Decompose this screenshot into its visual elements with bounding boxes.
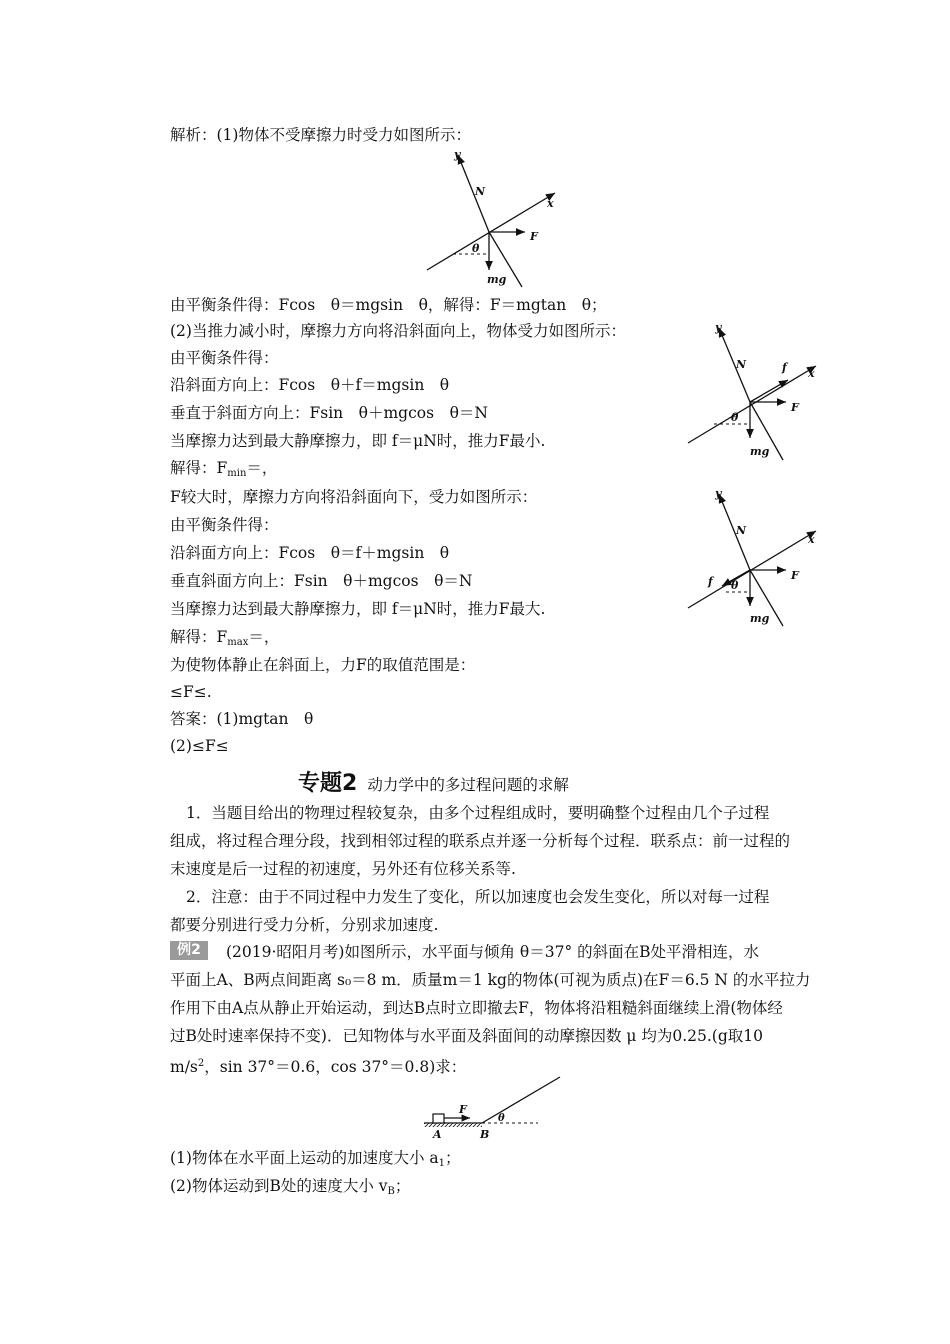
example-line-1: (2019·昭阳月考)如图所示，水平面与倾角 θ＝37° 的斜面在B处平滑相连，水	[226, 943, 760, 961]
question-1	[170, 1147, 461, 1175]
paragraph-2-line-2: 都要分别进行受力分析，分别求加速度.	[170, 916, 439, 934]
force-diagram-1	[425, 145, 565, 285]
label-theta: θ	[498, 1113, 505, 1124]
label-f: f	[708, 575, 713, 588]
analysis-line-12: 垂直斜面方向上：Fsin θ＋mgcos θ＝N	[170, 572, 473, 590]
force-diagram-2	[686, 318, 826, 458]
analysis-line-2: 由平衡条件得：Fcos θ＝mgsin θ，解得：F＝mgtan θ；	[170, 296, 607, 314]
paragraph-2-line-1: 2．注意：由于不同过程中力发生了变化，所以加速度也会发生变化，所以对每一过程	[186, 888, 770, 906]
label-mg: mg	[750, 445, 770, 458]
analysis-line-6: 垂直于斜面方向上：Fsin θ＋mgcos θ＝N	[170, 404, 488, 422]
example-line-3: 作用下由A点从静止开始运动，到达B点时立即撤去F，物体将沿粗糙斜面继续上滑(物体经	[170, 999, 783, 1017]
label-y: y	[454, 148, 461, 161]
label-mg: mg	[750, 612, 770, 625]
label-F: F	[791, 401, 799, 414]
max-subscript: max	[227, 637, 249, 648]
label-x: x	[547, 197, 554, 210]
example-badge: 例2	[170, 941, 208, 960]
given-values: ，sin 37°＝0.6，cos 37°＝0.8)求：	[204, 1058, 467, 1076]
analysis-line-8	[170, 457, 277, 485]
paragraph-1-line-1: 1．当题目给出的物理过程较复杂，由多个过程组成时，要明确整个过程由几个子过程	[186, 804, 770, 822]
label-A: A	[433, 1128, 442, 1141]
analysis-line-15: 为使物体静止在斜面上，力F的取值范围是：	[170, 656, 476, 674]
label-f: f	[782, 361, 787, 374]
label-N: N	[736, 524, 747, 537]
label-F: F	[459, 1103, 467, 1116]
solve-eq: ＝，	[246, 459, 278, 477]
example-line-2: 平面上A、B两点间距离 s₀＝8 m．质量m＝1 kg的物体(可视为质点)在F＝6.5 N 的水平拉力	[170, 971, 811, 989]
example-line-5	[170, 1053, 466, 1078]
analysis-line-3: (2)当推力减小时，摩擦力方向将沿斜面向上，物体受力如图所示：	[170, 322, 626, 340]
question-2-text: (2)物体运动到B处的速度大小 v	[170, 1177, 388, 1195]
analysis-line-11: 沿斜面方向上：Fcos θ＝f＋mgsin θ	[170, 544, 450, 562]
label-y: y	[715, 321, 722, 334]
question-2-subscript: B	[387, 1186, 395, 1197]
solve-label: 解得：F	[170, 628, 228, 646]
label-y: y	[715, 487, 722, 500]
example-line-4: 过B处时速率保持不变)．已知物体与水平面及斜面间的动摩擦因数 μ 均为0.25.(g取10	[170, 1027, 763, 1045]
label-x: x	[808, 533, 815, 546]
answer-line-1: 答案：(1)mgtan θ	[170, 710, 314, 728]
question-1-subscript: 1	[438, 1158, 445, 1169]
analysis-line-10: 由平衡条件得：	[170, 516, 279, 534]
label-theta: θ	[731, 579, 739, 592]
question-2-end: ；	[394, 1177, 411, 1195]
label-theta: θ	[731, 411, 739, 424]
unit: m/s	[170, 1058, 198, 1076]
analysis-line-1: 解析：(1)物体不受摩擦力时受力如图所示：	[170, 126, 471, 144]
label-F: F	[530, 230, 538, 243]
paragraph-1-line-2: 组成，将过程合理分段，找到相邻过程的联系点并逐一分析每个过程．联系点：前一过程的	[170, 832, 791, 850]
paragraph-1-line-3: 末速度是后一过程的初速度，另外还有位移关系等.	[170, 860, 516, 878]
label-x: x	[808, 367, 815, 380]
min-subscript: min	[227, 468, 247, 479]
force-diagram-3	[686, 486, 826, 626]
analysis-line-14	[170, 626, 279, 654]
section-title-big: 专题2	[298, 771, 358, 796]
label-N: N	[736, 358, 747, 371]
label-B: B	[480, 1128, 490, 1141]
label-N: N	[475, 185, 486, 198]
question-1-text: (1)物体在水平面上运动的加速度大小 a	[170, 1149, 439, 1167]
solve-eq: ＝，	[248, 628, 280, 646]
analysis-line-7: 当摩擦力达到最大静摩擦力，即 f＝μN时，推力F最小.	[170, 432, 546, 450]
label-F: F	[791, 569, 799, 582]
question-2	[170, 1175, 410, 1203]
question-1-end: ；	[445, 1149, 461, 1167]
section-title	[298, 766, 569, 797]
unit-exponent: 2	[197, 1058, 205, 1069]
incline-diagram	[420, 1080, 560, 1140]
label-theta: θ	[472, 242, 480, 255]
analysis-line-13: 当摩擦力达到最大静摩擦力，即 f＝μN时，推力F最大.	[170, 600, 546, 618]
analysis-line-5: 沿斜面方向上：Fcos θ＋f＝mgsin θ	[170, 376, 450, 394]
solve-label: 解得：F	[170, 459, 228, 477]
label-mg: mg	[487, 273, 507, 286]
analysis-line-4: 由平衡条件得：	[170, 349, 279, 367]
answer-line-2: (2)≤F≤	[170, 737, 229, 755]
section-title-small: 动力学中的多过程问题的求解	[367, 776, 569, 794]
analysis-line-9: F较大时，摩擦力方向将沿斜面向下，受力如图所示：	[170, 488, 538, 506]
analysis-line-16: ≤F≤.	[170, 683, 212, 701]
